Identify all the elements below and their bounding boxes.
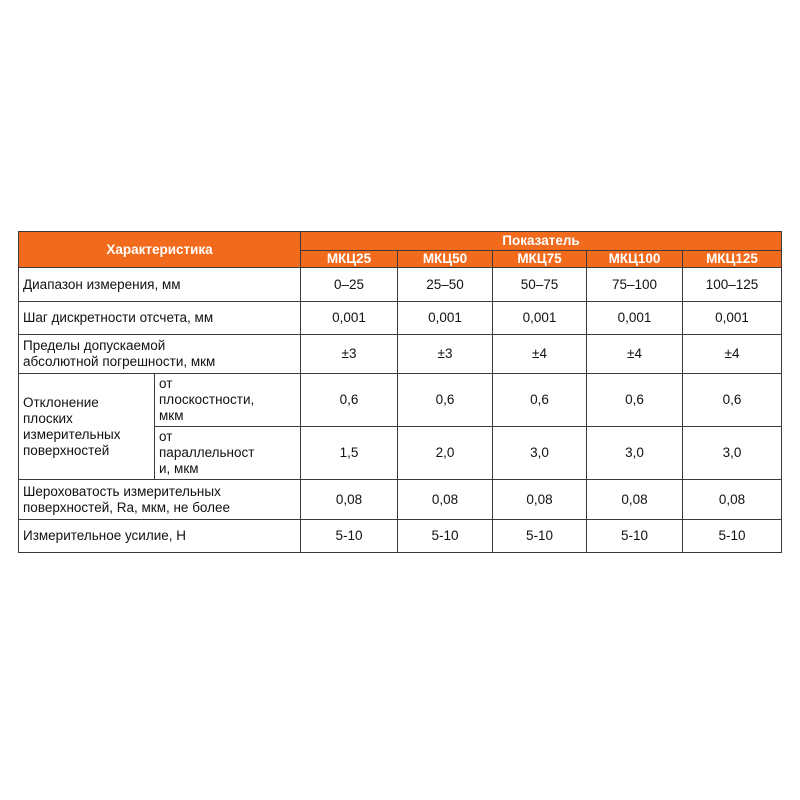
cell-value: 0,6 [301,374,398,427]
cell-value: 75–100 [587,268,683,302]
row-roughness [19,480,782,520]
row-sublabel-parallelism: от параллельност и, мкм [155,427,301,480]
row-label: Пределы допускаемой абсолютной погрешности, мкм [19,335,301,374]
cell-value: 0–25 [301,268,398,302]
cell-value: 0,001 [301,302,398,335]
cell-value: ±3 [398,335,493,374]
cell-value: 100–125 [683,268,782,302]
cell-value: 5-10 [301,520,398,553]
header-indicator: Показатель [301,232,782,251]
cell-value: 5-10 [587,520,683,553]
header-model: МКЦ50 [398,251,493,268]
header-row-top [19,232,782,251]
cell-value: 0,6 [493,374,587,427]
cell-value: ±4 [493,335,587,374]
cell-value: 0,08 [683,480,782,520]
spec-table [18,231,782,553]
cell-value: 0,6 [398,374,493,427]
row-range [19,268,782,302]
cell-value: 0,6 [587,374,683,427]
header-characteristic: Характеристика [19,232,301,268]
cell-value: 0,001 [493,302,587,335]
header-model: МКЦ100 [587,251,683,268]
row-flatness [19,374,782,427]
cell-value: 5-10 [493,520,587,553]
row-label: Шаг дискретности отсчета, мм [19,302,301,335]
row-error [19,335,782,374]
cell-value: ±3 [301,335,398,374]
cell-value: 2,0 [398,427,493,480]
row-label: Измерительное усилие, Н [19,520,301,553]
cell-value: 3,0 [493,427,587,480]
cell-value: ±4 [587,335,683,374]
row-label-deviation: Отклонение плоских измерительных поверхностей [19,374,155,480]
cell-value: 0,08 [301,480,398,520]
cell-value: 0,001 [683,302,782,335]
cell-value: 50–75 [493,268,587,302]
row-label: Шероховатость измерительных поверхностей, Ra, мкм, не более [19,480,301,520]
cell-value: 0,08 [398,480,493,520]
cell-value: 5-10 [683,520,782,553]
cell-value: 3,0 [587,427,683,480]
cell-value: 0,08 [493,480,587,520]
header-model: МКЦ25 [301,251,398,268]
row-label: Диапазон измерения, мм [19,268,301,302]
header-model: МКЦ75 [493,251,587,268]
cell-value: 0,6 [683,374,782,427]
cell-value: ±4 [683,335,782,374]
row-step [19,302,782,335]
cell-value: 0,001 [587,302,683,335]
cell-value: 0,08 [587,480,683,520]
cell-value: 5-10 [398,520,493,553]
row-sublabel-flatness: от плоскостности, мкм [155,374,301,427]
row-force [19,520,782,553]
cell-value: 1,5 [301,427,398,480]
cell-value: 0,001 [398,302,493,335]
cell-value: 25–50 [398,268,493,302]
header-model: МКЦ125 [683,251,782,268]
cell-value: 3,0 [683,427,782,480]
